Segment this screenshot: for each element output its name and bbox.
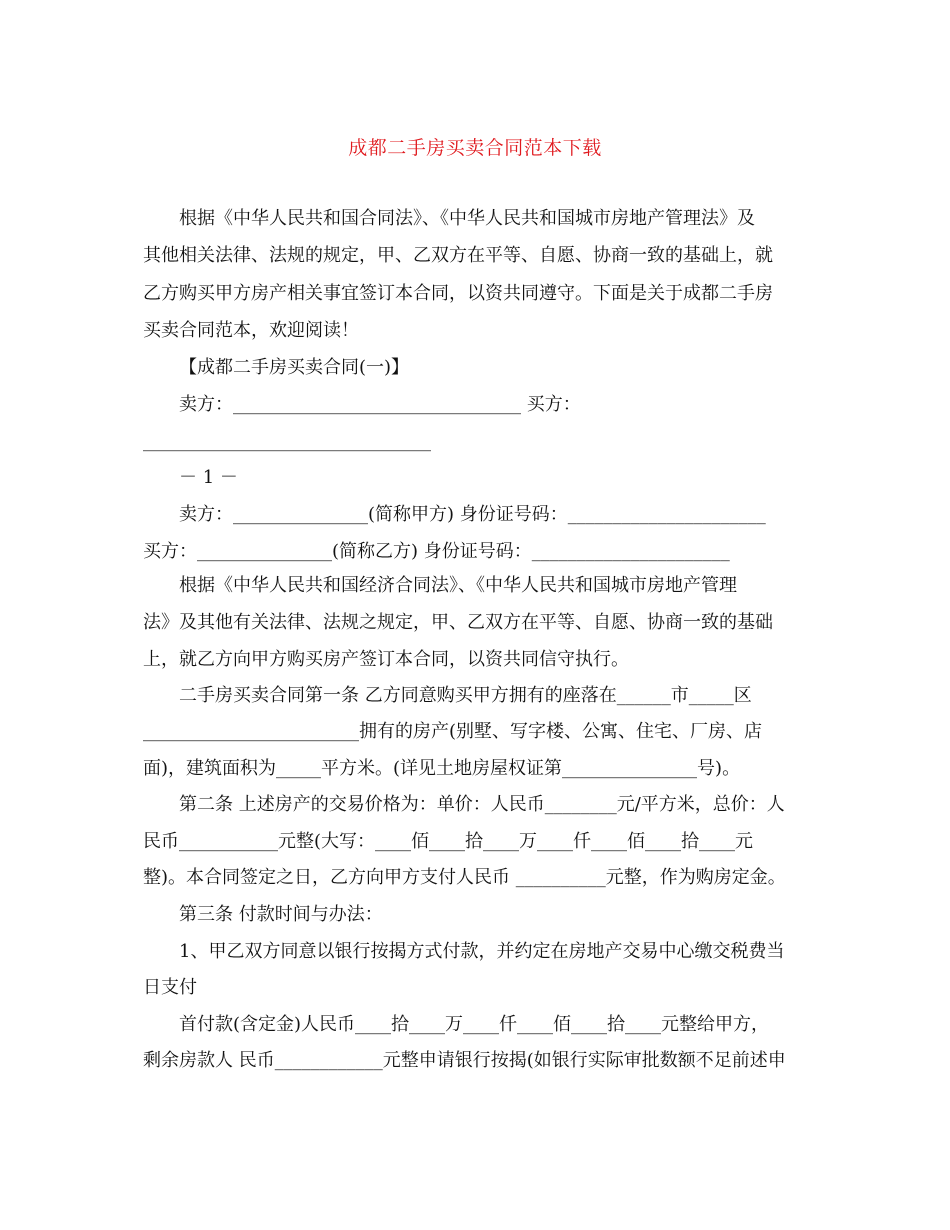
page-number: － 1 －: [179, 467, 238, 488]
article-one-line: 二手房买卖合同第一条 乙方同意购买甲方拥有的座落在______市_____区: [179, 685, 752, 706]
payment-line: 首付款(含定金)人民币____拾____万____仟____佰____拾____元整给甲方，: [179, 1014, 770, 1035]
article-one-line: 面)，建筑面积为_____平方米。(详见土地房屋权证第_______________号)。: [143, 758, 741, 779]
clause-line: 1、甲乙双方同意以银行按揭方式付款，并约定在房地产交易中心缴交税费当: [179, 941, 785, 962]
paragraph-line: 根据《中华人民共和国合同法》、《中华人民共和国城市房地产管理法》及: [179, 208, 755, 229]
seller-buyer-line: 卖方：________________________________ 买方：: [179, 394, 581, 415]
paragraph-line: 乙方购买甲方房产相关事宜签订本合同，以资共同遵守。下面是关于成都二手房: [143, 283, 773, 304]
article-two-line: 整)。本合同签定之日，乙方向甲方支付人民币 __________元整，作为购房定金。: [143, 867, 786, 888]
buyer-id-line: 买方：_______________(简称乙方) 身份证号码：______________________: [143, 541, 730, 562]
clause-line: 日支付: [143, 977, 197, 998]
paragraph-line: 其他相关法律、法规的规定，甲、乙双方在平等、自愿、协商一致的基础上，就: [143, 245, 773, 266]
article-one-line: ________________________拥有的房产(别墅、写字楼、公寓、住宅、厂房、店: [143, 721, 763, 742]
seller-id-line: 卖方：_______________(简称甲方) 身份证号码：______________________: [179, 504, 766, 525]
blank-line: ________________________________: [143, 431, 431, 452]
paragraph-line: 法》及其他有关法律、法规之规定，甲、乙双方在平等、自愿、协商一致的基础: [143, 612, 773, 633]
section-heading: 【成都二手房买卖合同(一)】: [179, 357, 410, 378]
article-two-line: 民币___________元整(大写：____佰____拾____万____仟____佰____拾____元: [143, 831, 754, 852]
document-title: 成都二手房买卖合同范本下载: [348, 137, 602, 159]
paragraph-line: 根据《中华人民共和国经济合同法》、《中华人民共和国城市房地产管理: [179, 575, 737, 596]
paragraph-line: 上，就乙方向甲方购买房产签订本合同，以资共同信守执行。: [143, 649, 629, 670]
payment-line: 剩余房款人 民币____________元整申请银行按揭(如银行实际审批数额不足前述申: [143, 1050, 786, 1071]
article-two-line: 第二条 上述房产的交易价格为：单价：人民币________元/平方米，总价：人: [179, 794, 785, 815]
article-three-heading: 第三条 付款时间与办法：: [179, 904, 383, 925]
paragraph-line: 买卖合同范本，欢迎阅读！: [143, 320, 359, 341]
